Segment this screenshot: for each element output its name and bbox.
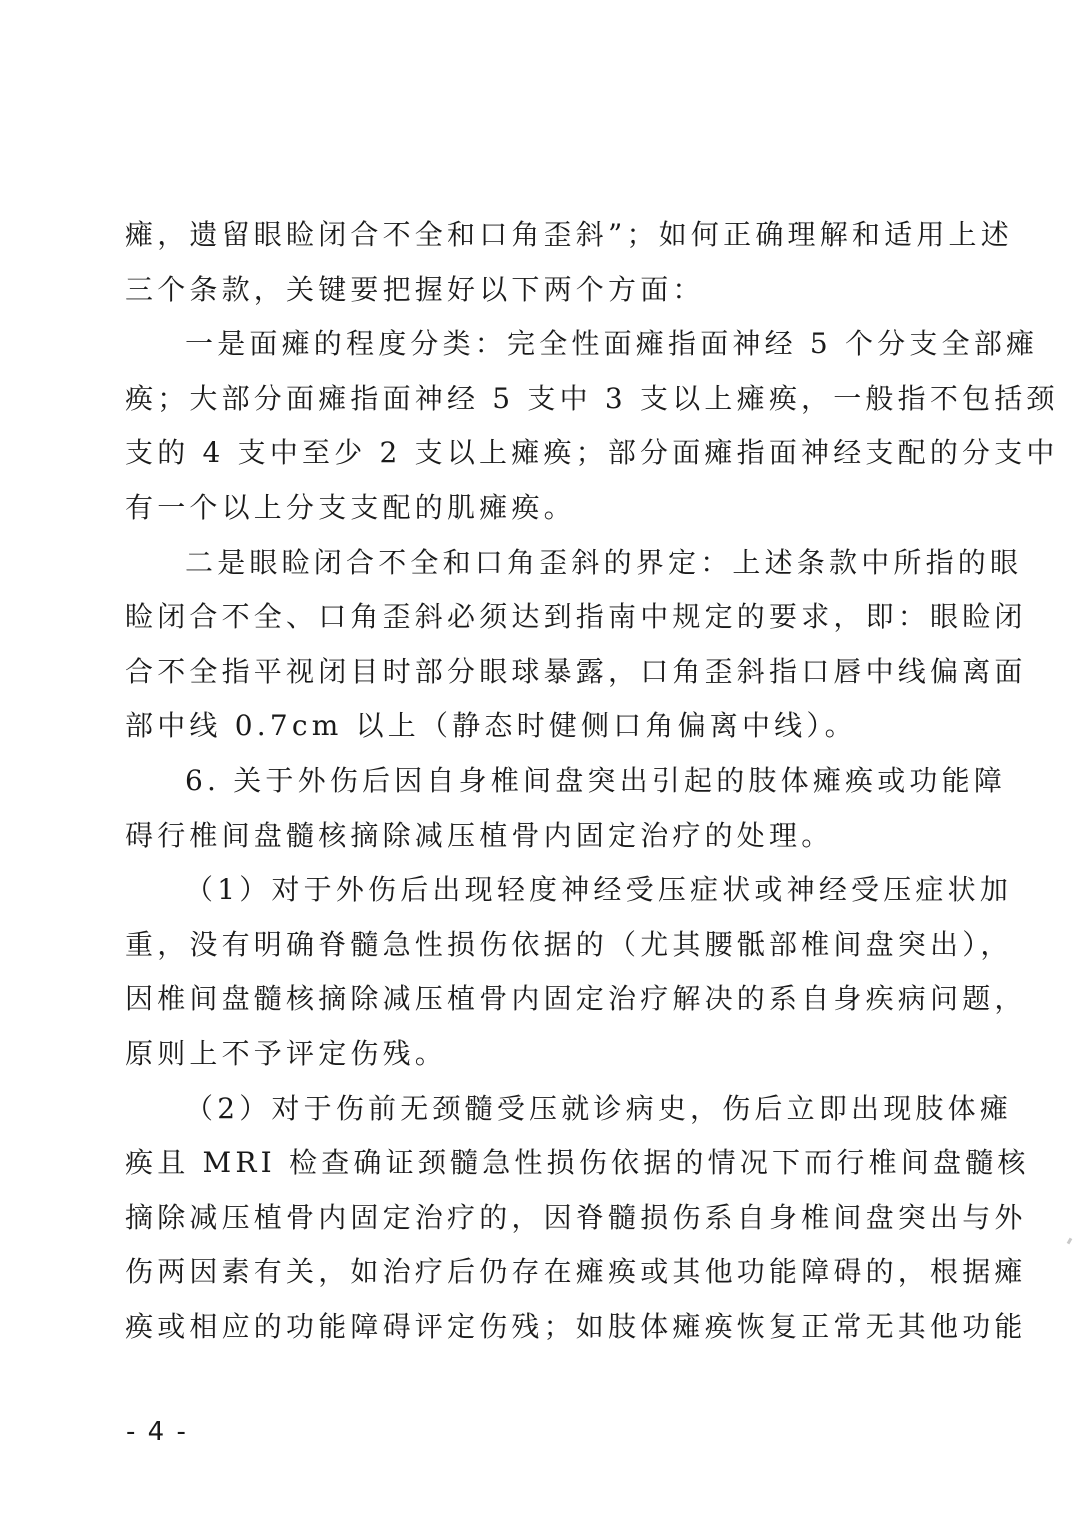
text-line: 有一个以上分支支配的肌瘫痪。 [125, 490, 576, 524]
text-line: 重，没有明确脊髓急性损伤依据的（尤其腰骶部椎间盘突出）， [125, 927, 1013, 961]
text-line: 痪；大部分面瘫指面神经 5 支中 3 支以上瘫痪，一般指不包括颈 [125, 381, 1059, 415]
text-line: 三个条款，关键要把握好以下两个方面： [125, 272, 705, 306]
section-heading-line: 6. 关于外伤后因自身椎间盘突出引起的肢体瘫痪或功能障 [185, 763, 1007, 797]
body-text [125, 208, 1059, 1354]
text-line: 支的 4 支中至少 2 支以上瘫痪；部分面瘫指面神经支配的分支中 [125, 436, 1059, 470]
scan-speck [1067, 1238, 1073, 1245]
page-number: - 4 - [126, 1417, 188, 1447]
text-line: 因椎间盘髓核摘除减压植骨内固定治疗解决的系自身疾病问题， [125, 982, 1027, 1016]
text-line: 睑闭合不全、口角歪斜必须达到指南中规定的要求，即：眼睑闭 [125, 600, 1027, 634]
text-line: 痪或相应的功能障碍评定伤残；如肢体瘫痪恢复正常无其他功能 [125, 1309, 1027, 1343]
paragraph-start-line: 一是面瘫的程度分类：完全性面瘫指面神经 5 个分支全部瘫 [185, 327, 1039, 361]
text-line: 原则上不予评定伤残。 [125, 1036, 448, 1070]
text-line: 瘫，遗留眼睑闭合不全和口角歪斜”；如何正确理解和适用上述 [125, 218, 1013, 251]
paragraph-start-line: （1）对于外伤后出现轻度神经受压症状或神经受压症状加 [185, 873, 1013, 907]
text-line: 合不全指平视闭目时部分眼球暴露，口角歪斜指口唇中线偏离面 [125, 654, 1027, 688]
text-line: 摘除减压植骨内固定治疗的，因脊髓损伤系自身椎间盘突出与外 [125, 1200, 1027, 1234]
text-line: 痪且 MRI 检查确证颈髓急性损伤依据的情况下而行椎间盘髓核 [125, 1146, 1030, 1180]
text-line: 部中线 0.7cm 以上（静态时健侧口角偏离中线）。 [125, 709, 857, 743]
text-line: 伤两因素有关，如治疗后仍存在瘫痪或其他功能障碍的，根据瘫 [125, 1255, 1027, 1289]
text-line: 碍行椎间盘髓核摘除减压植骨内固定治疗的处理。 [125, 818, 834, 852]
paragraph-start-line: 二是眼睑闭合不全和口角歪斜的界定：上述条款中所指的眼 [185, 545, 1023, 579]
paragraph-start-line: （2）对于伤前无颈髓受压就诊病史，伤后立即出现肢体瘫 [185, 1091, 1013, 1125]
